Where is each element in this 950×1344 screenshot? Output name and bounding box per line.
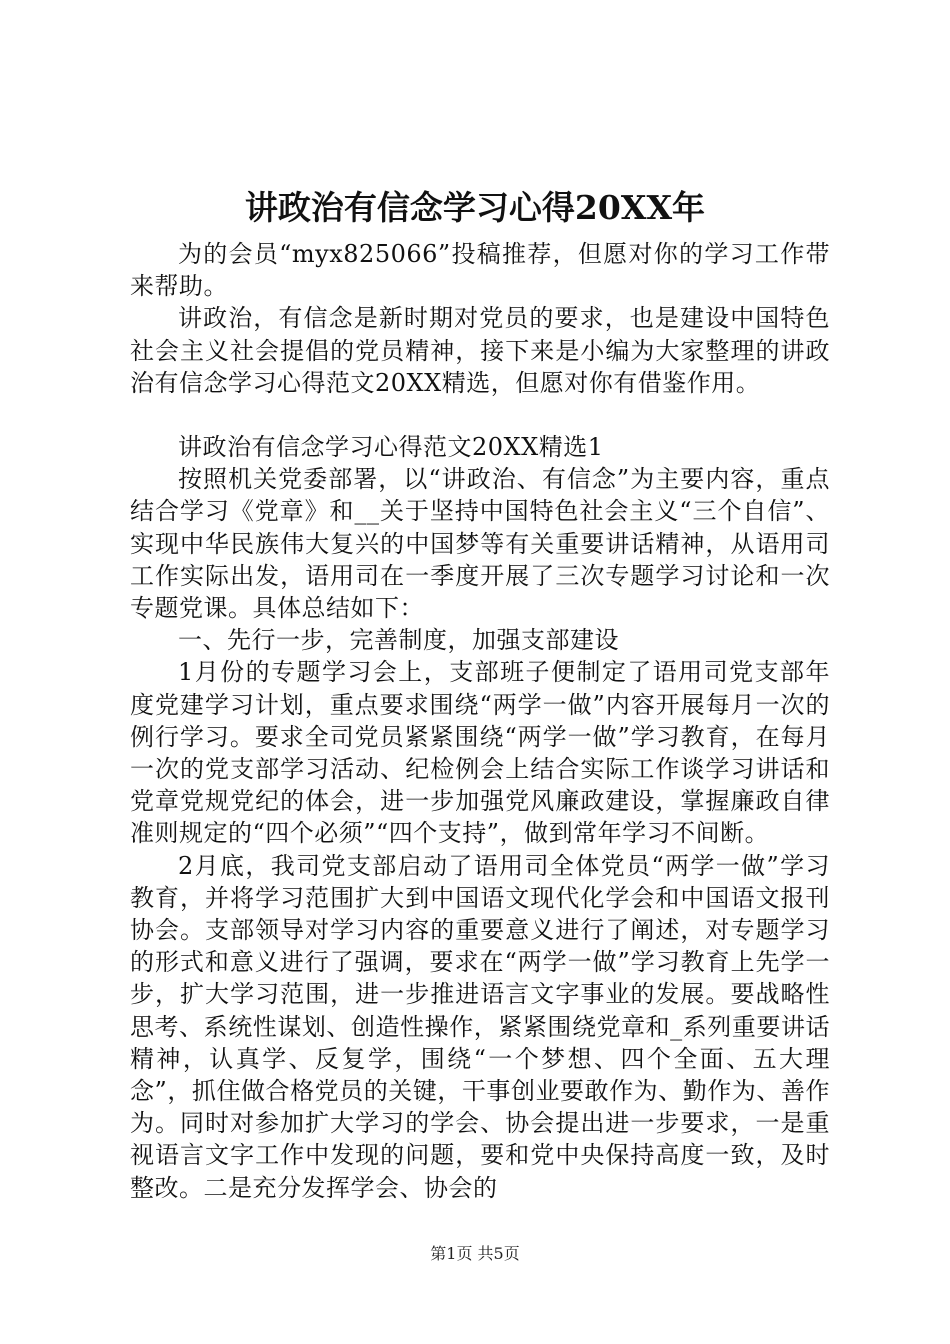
document-body [130, 238, 830, 1204]
paragraph-summary: 讲政治，有信念是新时期对党员的要求，也是建设中国特色社会主义社会提倡的党员精神，接下来是小编为大家整理的讲政治有信念学习心得范文20XX精选，但愿对你有借鉴作用。 [130, 304, 830, 397]
page-number-footer: 第1页 共5页 [430, 1244, 520, 1263]
document-title: 讲政治有信念学习心得20XX年 [244, 188, 706, 227]
subsection-heading: 一、先行一步，完善制度，加强支部建设 [178, 626, 619, 655]
paragraph-january: 1月份的专题学习会上，支部班子便制定了语用司党支部年度党建学习计划，重点要求围绕“两学一做”内容开展每月一次的例行学习。要求全司党员紧紧围绕“两学一做”学习教育，在每月一次的党支部学习活动、纪检例会上结合实际工作谈学习讲话和党章党规党纪的体会，进一步加强党风廉政建设，掌握廉政自律准则规定的“四个必须”“四个支持”，做到常年学习不间断。 [130, 658, 830, 848]
section-heading: 讲政治有信念学习心得范文20XX精选1 [178, 433, 604, 462]
paragraph-spacer [130, 399, 830, 431]
paragraph-february: 2月底，我司党支部启动了语用司全体党员“两学一做”学习教育，并将学习范围扩大到中国语文现代化学会和中国语文报刊协会。支部领导对学习内容的重要意义进行了阐述，对专题学习的形式和意义进行了强调，要求在“两学一做”学习教育上先学一步，扩大学习范围，进一步推进语言文字事业的发展。要战略性思考、系统性谋划、创造性操作，紧紧围绕党章和_系列重要讲话精神，认真学、反复学，围绕“一个梦想、四个全面、五大理念”，抓住做合格党员的关键，干事创业要敢作为、勤作为、善作为。同时对参加扩大学习的学会、协会提出进一步要求，一是重视语言文字工作中发现的问题，要和党中央保持高度一致，及时整改。二是充分发挥学会、协会的 [130, 851, 830, 1202]
paragraph-intro: 为的会员“myx825066”投稿推荐，但愿对你的学习工作带来帮助。 [130, 240, 830, 301]
paragraph-overview: 按照机关党委部署，以“讲政治、有信念”为主要内容，重点结合学习《党章》和__关于坚持中国特色社会主义“三个自信”、实现中华民族伟大复兴的中国梦等有关重要讲话精神，从语用司工作实际出发，语用司在一季度开展了三次专题学习讨论和一次专题党课。具体总结如下： [130, 465, 830, 623]
